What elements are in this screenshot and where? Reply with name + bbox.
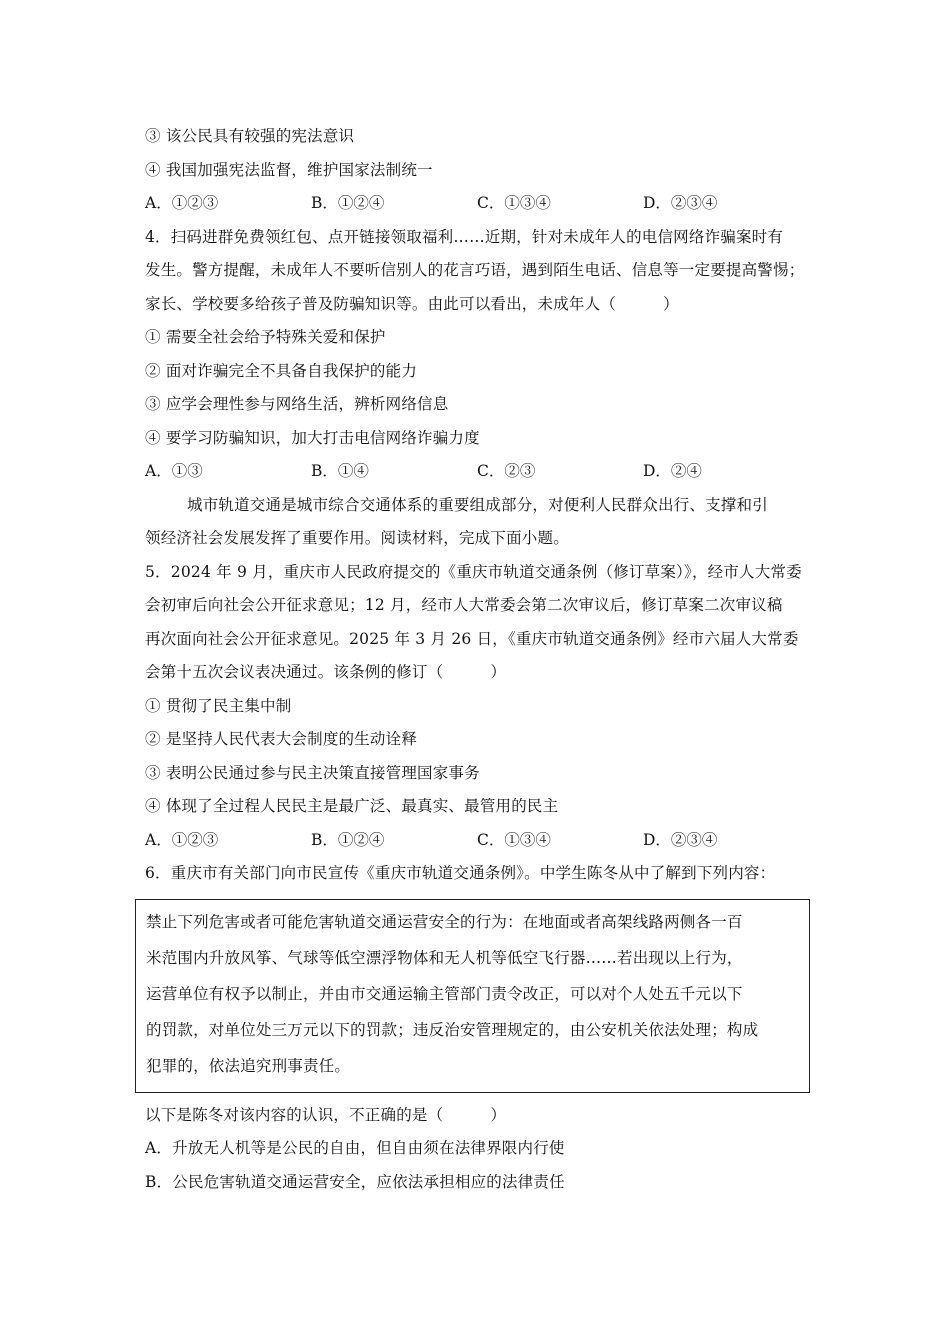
q4-choice-a: A．①③ bbox=[145, 462, 203, 480]
q3-choices bbox=[145, 187, 825, 221]
q3-choice-b: B．①②④ bbox=[311, 194, 385, 212]
q3-choice-c: C．①③④ bbox=[477, 194, 551, 212]
q4-choice-c: C．②③ bbox=[477, 462, 536, 480]
q5-option-4: ④ 体现了全过程人民民主是最广泛、最真实、最管用的民主 bbox=[145, 797, 559, 815]
q5-stem-line-1: 5．2024 年 9 月，重庆市人民政府提交的《重庆市轨道交通条例（修订草案）》，经市人大常委 bbox=[145, 562, 802, 581]
q3-choice-d: D．②③④ bbox=[643, 194, 718, 212]
q5-stem-line-4: 会第十五次会议表决通过。该条例的修订（ ） bbox=[145, 663, 507, 681]
intro-line-2: 领经济社会发展发挥了重要作用。阅读材料，完成下面小题。 bbox=[145, 529, 569, 547]
q4-option-4: ④ 要学习防骗知识，加大打击电信网络诈骗力度 bbox=[145, 428, 480, 447]
q5-choice-a: A．①②③ bbox=[145, 830, 219, 849]
q4-stem-line-2: 发生。警方提醒，未成年人不要听信别人的花言巧语，遇到陌生电话、信息等一定要提高警惕； bbox=[145, 261, 805, 279]
q5-choice-b: B．①②④ bbox=[311, 830, 385, 849]
q5-stem-line-2: 会初审后向社会公开征求意见；12 月，经市人大常委会第二次审议后，修订草案二次审议稿 bbox=[145, 596, 783, 614]
q4-stem-line-1: 4．扫码进群免费领红包、点开链接领取福利……近期，针对未成年人的电信网络诈骗案时有 bbox=[145, 227, 784, 246]
q5-option-2: ② 是坚持人民代表大会制度的生动诠释 bbox=[145, 730, 418, 748]
q6-stem: 6．重庆市有关部门向市民宣传《重庆市轨道交通条例》。中学生陈冬从中了解到下列内容： bbox=[145, 864, 776, 882]
q5-choices bbox=[145, 824, 825, 858]
q6-question: 以下是陈冬对该内容的认识，不正确的是（ ） bbox=[145, 1105, 507, 1124]
q6-box-line-3: 运营单位有权予以制止，并由市交通运输主管部门责令改正，可以对个人处五千元以下 bbox=[146, 984, 743, 1003]
q6-option-a: A．升放无人机等是公民的自由，但自由须在法律界限内行使 bbox=[145, 1139, 565, 1157]
q5-option-3: ③ 表明公民通过参与民主决策直接管理国家事务 bbox=[145, 763, 480, 782]
q4-option-2: ② 面对诈骗完全不具备自我保护的能力 bbox=[145, 361, 418, 380]
q4-choices bbox=[145, 455, 825, 489]
q4-choice-d: D．②④ bbox=[643, 462, 702, 480]
q6-box-line-4: 的罚款，对单位处三万元以下的罚款；违反治安管理规定的，由公安机关依法处理；构成 bbox=[146, 1020, 759, 1039]
q6-box-line-1: 禁止下列危害或者可能危害轨道交通运营安全的行为：在地面或者高架线路两侧各一百 bbox=[146, 912, 743, 931]
exam-page bbox=[145, 120, 825, 1199]
q3-option-4: ④ 我国加强宪法监督，维护国家法制统一 bbox=[145, 160, 433, 179]
q6-box-line-2: 米范围内升放风筝、气球等低空漂浮物体和无人机等低空飞行器……若出现以上行为， bbox=[146, 948, 743, 967]
q3-option-3: ③ 该公民具有较强的宪法意识 bbox=[145, 127, 355, 145]
q4-option-1: ① 需要全社会给予特殊关爱和保护 bbox=[145, 328, 386, 346]
intro-line-1: 城市轨道交通是城市综合交通体系的重要组成部分，对便利人民群众出行、支撑和引 bbox=[187, 495, 768, 514]
q5-choice-d: D．②③④ bbox=[643, 830, 718, 849]
q6-material-box bbox=[135, 899, 810, 1093]
q4-stem-line-3: 家长、学校要多给孩子普及防骗知识等。由此可以看出，未成年人（ ） bbox=[145, 294, 679, 313]
q5-choice-c: C．①③④ bbox=[477, 830, 551, 849]
q4-choice-b: B．①④ bbox=[311, 462, 369, 480]
q6-option-b: B．公民危害轨道交通运营安全，应依法承担相应的法律责任 bbox=[145, 1172, 565, 1191]
q5-stem-line-3: 再次面向社会公开征求意见。2025 年 3 月 26 日，《重庆市轨道交通条例》经市六届人大常委 bbox=[145, 629, 799, 648]
q3-choice-a: A．①②③ bbox=[145, 194, 219, 212]
q6-box-line-5: 犯罪的，依法追究刑事责任。 bbox=[146, 1056, 351, 1075]
q4-option-3: ③ 应学会理性参与网络生活，辨析网络信息 bbox=[145, 395, 449, 413]
q5-option-1: ① 贯彻了民主集中制 bbox=[145, 696, 292, 715]
